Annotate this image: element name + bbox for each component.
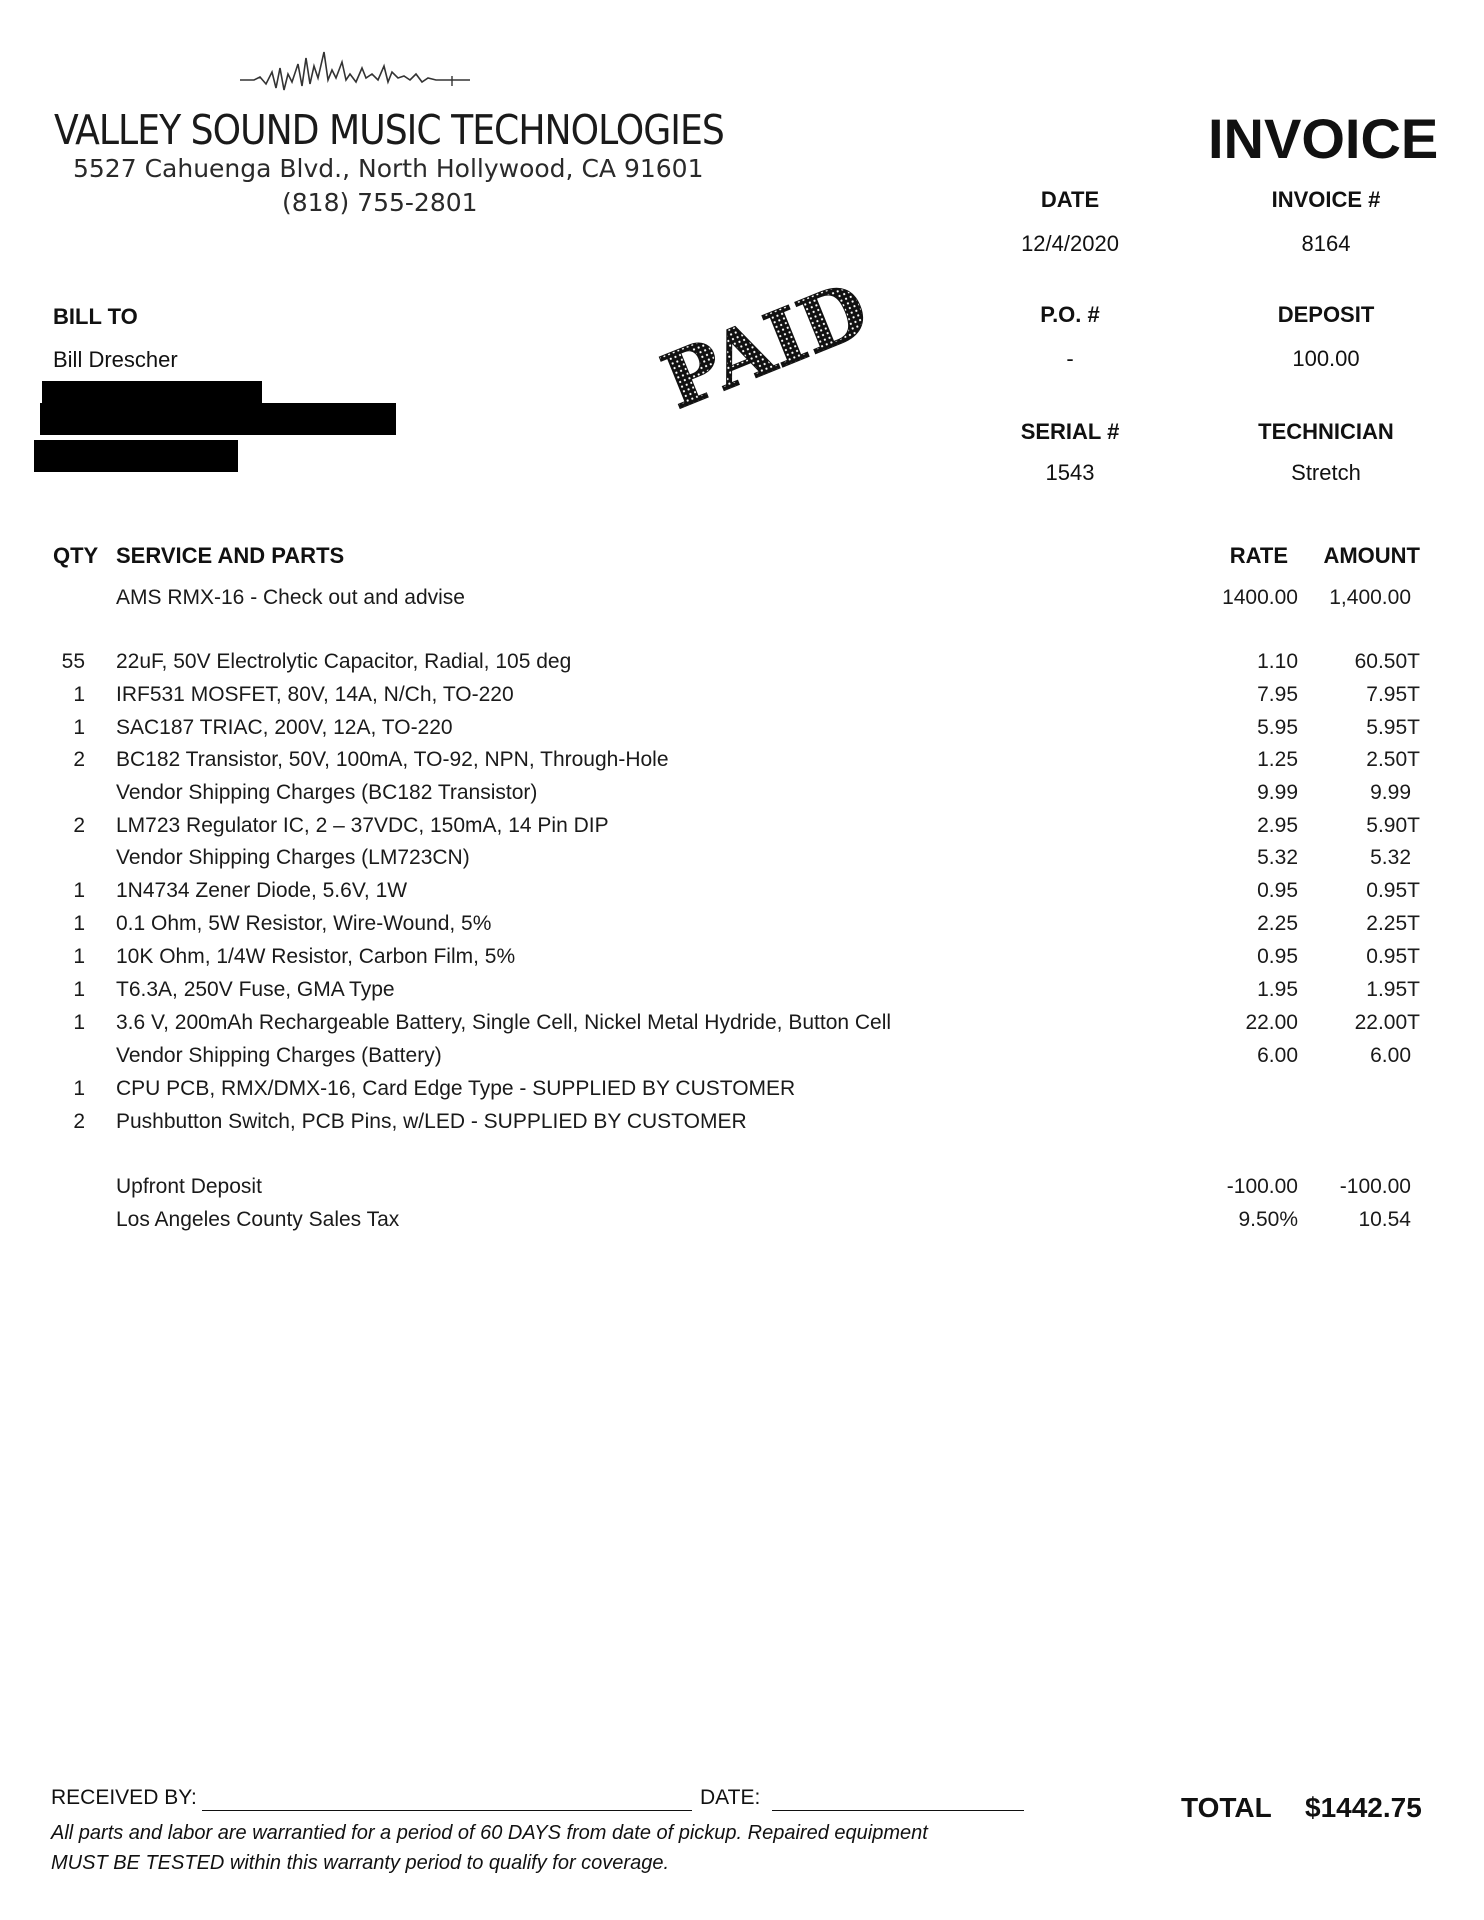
row-amount: 0.95T xyxy=(1366,879,1420,902)
table-row xyxy=(0,1044,1484,1074)
table-row xyxy=(0,716,1484,746)
row-qty: 1 xyxy=(73,1077,85,1100)
row-rate: 9.50% xyxy=(1238,1208,1298,1231)
amount-column-header: AMOUNT xyxy=(1323,543,1420,568)
warranty-line: MUST BE TESTED within this warranty period to qualify for coverage. xyxy=(51,1852,670,1874)
table-row xyxy=(0,683,1484,713)
table-row xyxy=(0,846,1484,876)
row-qty: 1 xyxy=(73,945,85,968)
table-row xyxy=(0,945,1484,975)
po-label: P.O. # xyxy=(1040,302,1100,327)
warranty-line: All parts and labor are warrantied for a period of 60 DAYS from date of pickup. Repaired equipment xyxy=(51,1822,928,1844)
row-rate: 5.95 xyxy=(1257,716,1298,739)
invoice-number-value: 8164 xyxy=(1301,231,1351,256)
row-description: 1N4734 Zener Diode, 5.6V, 1W xyxy=(116,879,408,902)
row-amount: 10.54 xyxy=(1358,1208,1411,1231)
company-name: VALLEY SOUND MUSIC TECHNOLOGIES xyxy=(54,106,724,154)
total-label: TOTAL xyxy=(1181,1792,1272,1823)
row-description: LM723 Regulator IC, 2 – 37VDC, 150mA, 14 Pin DIP xyxy=(116,814,609,837)
row-rate: 1400.00 xyxy=(1222,586,1298,609)
deposit-label: DEPOSIT xyxy=(1277,302,1375,327)
row-description: Los Angeles County Sales Tax xyxy=(116,1208,400,1231)
paid-stamp-text: PAID xyxy=(650,264,881,427)
technician-value: Stretch xyxy=(1291,460,1361,485)
date-signature-line xyxy=(772,1810,1024,1811)
redaction-bar xyxy=(34,440,238,472)
row-rate: 22.00 xyxy=(1245,1011,1298,1034)
row-rate: 5.32 xyxy=(1257,846,1298,869)
row-qty: 1 xyxy=(73,879,85,902)
received-by-label: RECEIVED BY: xyxy=(51,1786,197,1809)
table-row xyxy=(0,1110,1484,1140)
row-rate: 0.95 xyxy=(1257,879,1298,902)
invoice-number-label: INVOICE # xyxy=(1271,187,1381,212)
row-rate: 1.10 xyxy=(1257,650,1298,673)
qty-column-header: QTY xyxy=(53,543,99,568)
row-description: 3.6 V, 200mAh Rechargeable Battery, Single Cell, Nickel Metal Hydride, Button Cell xyxy=(116,1011,892,1034)
redaction-bar xyxy=(40,403,396,435)
row-qty: 2 xyxy=(73,1110,85,1133)
row-description: T6.3A, 250V Fuse, GMA Type xyxy=(116,978,395,1001)
row-amount: 6.00 xyxy=(1370,1044,1411,1067)
row-qty: 1 xyxy=(73,1011,85,1034)
company-phone: (818) 755-2801 xyxy=(282,188,478,217)
row-amount: 60.50T xyxy=(1354,650,1420,673)
table-row xyxy=(0,748,1484,778)
row-description: CPU PCB, RMX/DMX-16, Card Edge Type - SUPPLIED BY CUSTOMER xyxy=(116,1077,796,1100)
row-qty: 55 xyxy=(61,650,85,673)
waveform-logo xyxy=(240,44,470,106)
deposit-value: 100.00 xyxy=(1292,346,1360,371)
document-title: INVOICE xyxy=(1208,107,1439,170)
row-description: Vendor Shipping Charges (BC182 Transistor) xyxy=(116,781,538,804)
table-row xyxy=(0,1208,1484,1238)
table-row xyxy=(0,781,1484,811)
row-amount: 5.95T xyxy=(1366,716,1420,739)
row-amount: 9.99 xyxy=(1370,781,1411,804)
row-qty: 1 xyxy=(73,912,85,935)
row-rate: 0.95 xyxy=(1257,945,1298,968)
serial-value: 1543 xyxy=(1045,460,1095,485)
row-rate: 6.00 xyxy=(1257,1044,1298,1067)
row-qty: 1 xyxy=(73,978,85,1001)
row-qty: 1 xyxy=(73,716,85,739)
row-amount: 5.32 xyxy=(1370,846,1411,869)
po-value: - xyxy=(1066,346,1074,371)
row-description: AMS RMX-16 - Check out and advise xyxy=(116,586,465,609)
paid-stamp xyxy=(632,256,898,433)
table-row xyxy=(0,586,1484,616)
company-address: 5527 Cahuenga Blvd., North Hollywood, CA 91601 xyxy=(73,154,704,183)
table-row xyxy=(0,1175,1484,1205)
row-description: 0.1 Ohm, 5W Resistor, Wire-Wound, 5% xyxy=(116,912,492,935)
technician-label: TECHNICIAN xyxy=(1258,419,1394,444)
date-value: 12/4/2020 xyxy=(1021,231,1119,256)
service-column-header: SERVICE AND PARTS xyxy=(116,543,345,568)
row-description: BC182 Transistor, 50V, 100mA, TO-92, NPN, Through-Hole xyxy=(116,748,669,771)
row-qty: 2 xyxy=(73,814,85,837)
bill-to-label: BILL TO xyxy=(53,304,138,329)
row-amount: 2.50T xyxy=(1366,748,1420,771)
row-rate: 2.95 xyxy=(1257,814,1298,837)
table-row xyxy=(0,879,1484,909)
row-amount: 22.00T xyxy=(1354,1011,1420,1034)
row-description: Vendor Shipping Charges (LM723CN) xyxy=(116,846,470,869)
row-qty: 2 xyxy=(73,748,85,771)
date-signature-label: DATE: xyxy=(700,1786,761,1809)
warranty-text xyxy=(51,1818,1051,1878)
table-row xyxy=(0,650,1484,680)
row-rate: 1.25 xyxy=(1257,748,1298,771)
table-row xyxy=(0,1011,1484,1041)
row-rate: 9.99 xyxy=(1257,781,1298,804)
date-label: DATE xyxy=(1040,187,1100,212)
row-amount: 0.95T xyxy=(1366,945,1420,968)
rate-column-header: RATE xyxy=(1229,543,1288,568)
table-row xyxy=(0,1077,1484,1107)
total-value: $1442.75 xyxy=(1305,1792,1422,1823)
bill-to-name: Bill Drescher xyxy=(53,347,178,372)
row-description: IRF531 MOSFET, 80V, 14A, N/Ch, TO-220 xyxy=(116,683,514,706)
row-rate: 7.95 xyxy=(1257,683,1298,706)
table-row xyxy=(0,912,1484,942)
row-description: SAC187 TRIAC, 200V, 12A, TO-220 xyxy=(116,716,453,739)
row-amount: 2.25T xyxy=(1366,912,1420,935)
row-description: 22uF, 50V Electrolytic Capacitor, Radial, 105 deg xyxy=(116,650,572,673)
row-amount: 1,400.00 xyxy=(1329,586,1411,609)
row-rate: 2.25 xyxy=(1257,912,1298,935)
row-description: Upfront Deposit xyxy=(116,1175,262,1198)
row-amount: 5.90T xyxy=(1366,814,1420,837)
row-amount: 7.95T xyxy=(1366,683,1420,706)
row-rate: -100.00 xyxy=(1226,1175,1298,1198)
table-row xyxy=(0,814,1484,844)
row-description: Pushbutton Switch, PCB Pins, w/LED - SUPPLIED BY CUSTOMER xyxy=(116,1110,747,1133)
row-amount: 1.95T xyxy=(1366,978,1420,1001)
row-description: Vendor Shipping Charges (Battery) xyxy=(116,1044,442,1067)
row-rate: 1.95 xyxy=(1257,978,1298,1001)
row-qty: 1 xyxy=(73,683,85,706)
received-by-line xyxy=(202,1810,692,1811)
table-row xyxy=(0,978,1484,1008)
row-description: 10K Ohm, 1/4W Resistor, Carbon Film, 5% xyxy=(116,945,516,968)
serial-label: SERIAL # xyxy=(1020,419,1120,444)
row-amount: -100.00 xyxy=(1339,1175,1411,1198)
